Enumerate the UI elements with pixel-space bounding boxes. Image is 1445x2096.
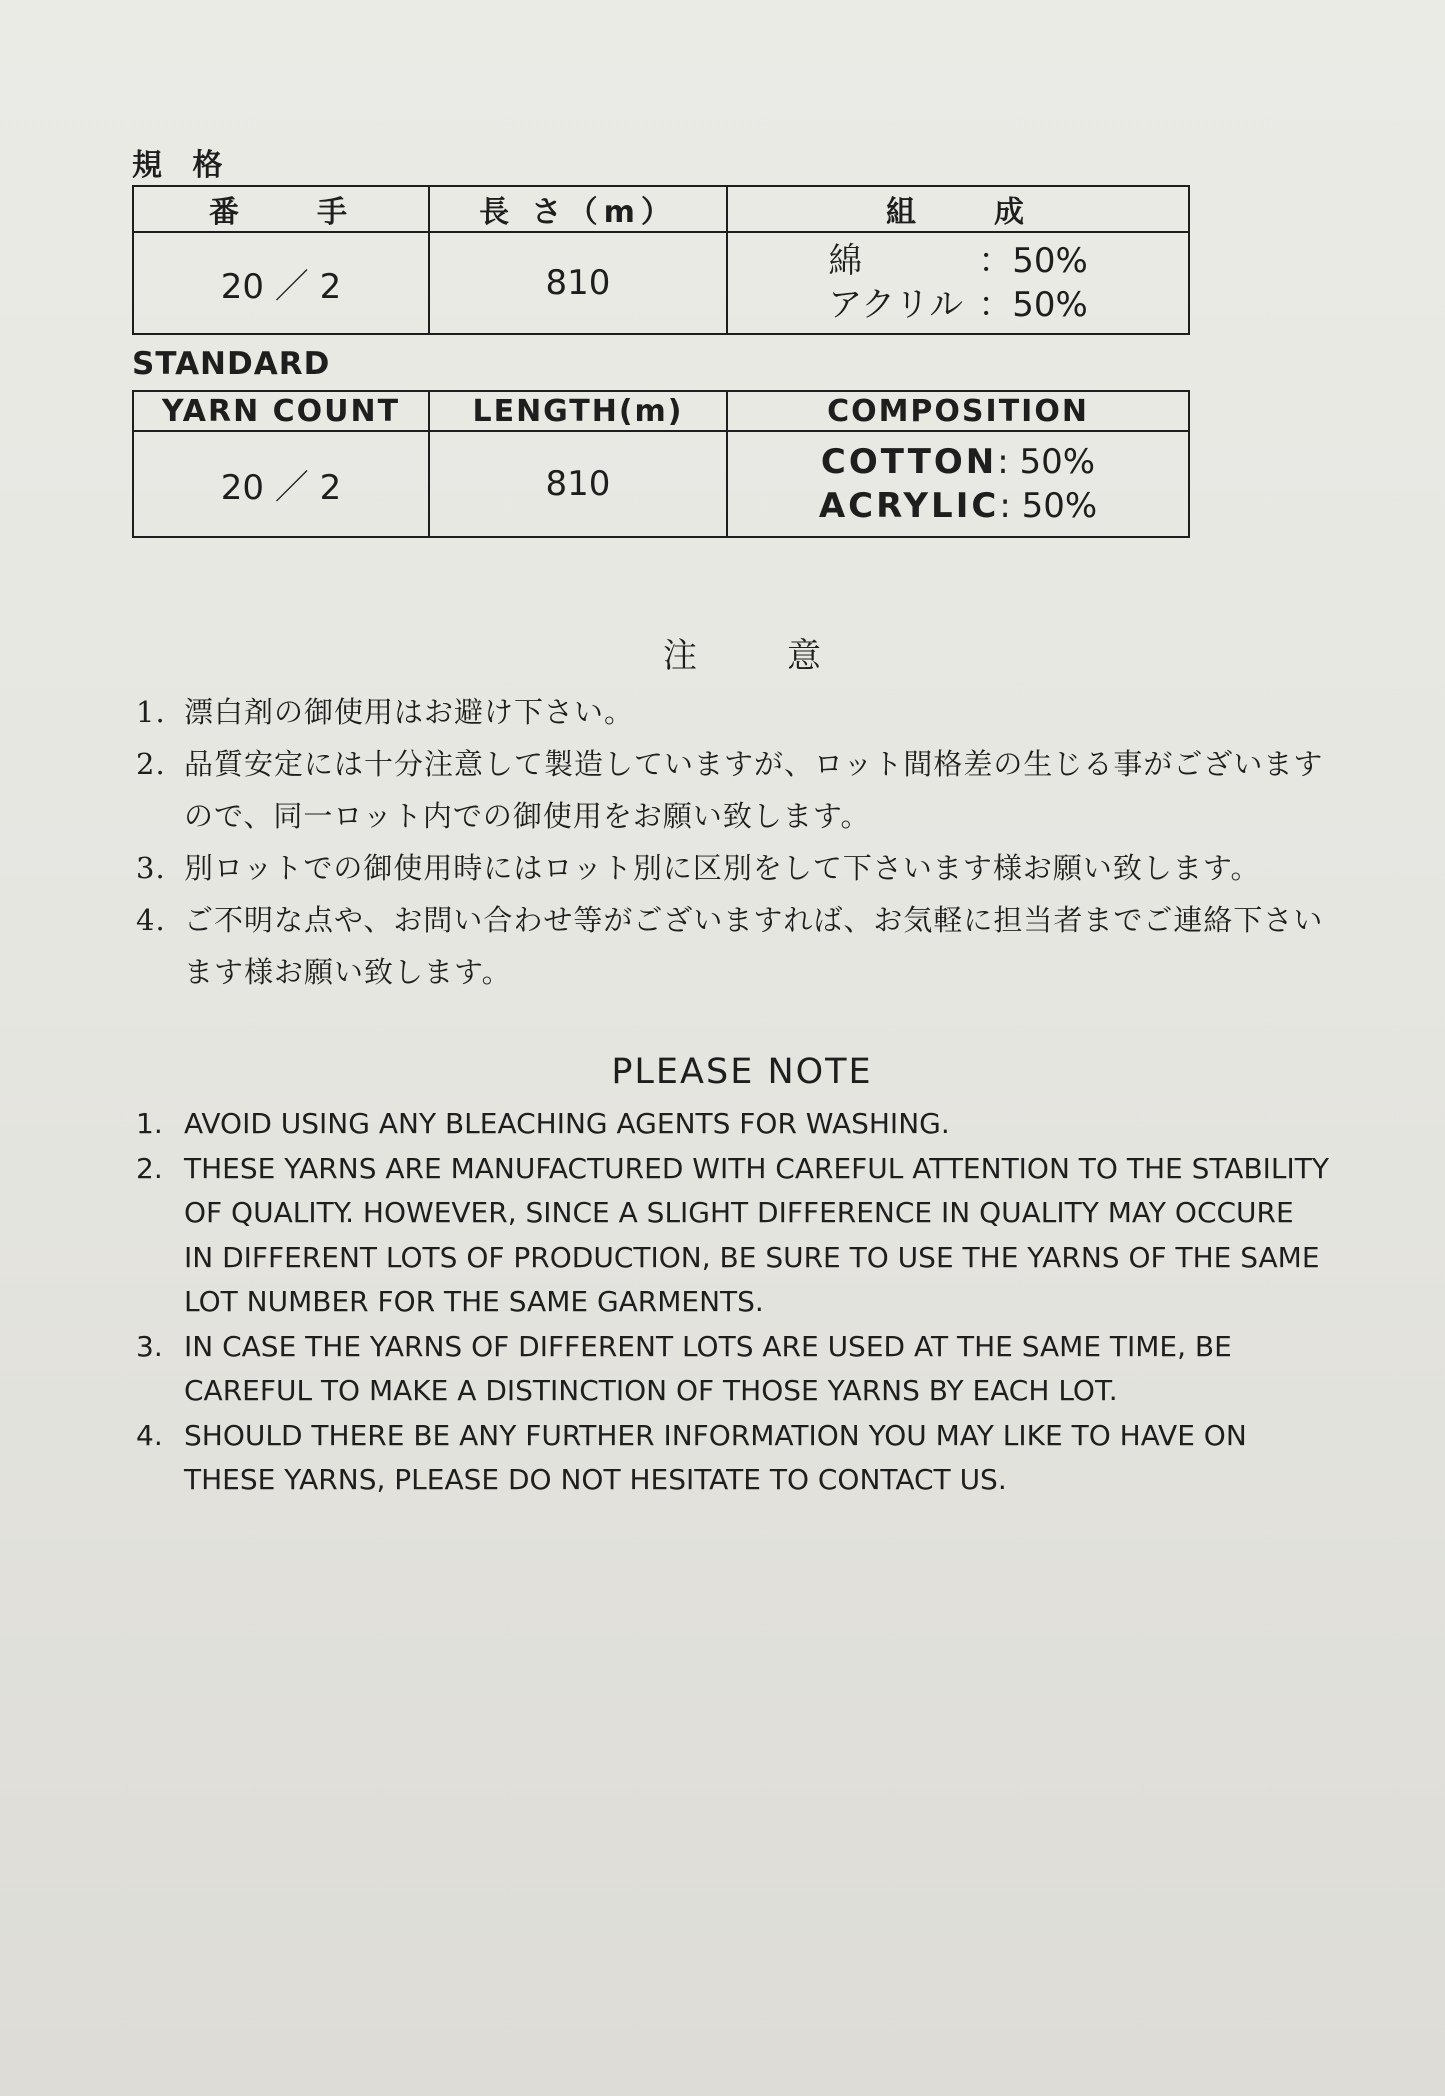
item-text: IN CASE THE YARNS OF DIFFERENT LOTS ARE USED AT THE SAME TIME, BE CAREFUL TO MAKE A DISTINCTION OF THOSE YARNS BY EACH LOT. bbox=[184, 1329, 1232, 1407]
fiber-name: アクリル bbox=[828, 285, 964, 325]
list-item bbox=[130, 1147, 1330, 1325]
item-number: 2. bbox=[136, 1151, 163, 1185]
fiber-name: ACRYLIC bbox=[818, 486, 1000, 526]
item-number: 2. bbox=[136, 747, 166, 781]
fiber-name: 綿 bbox=[828, 241, 863, 281]
composition-en bbox=[727, 431, 1189, 537]
header-composition-en: COMPOSITION bbox=[727, 391, 1189, 431]
header-composition-jp: 組 成 bbox=[727, 186, 1189, 232]
list-item bbox=[130, 894, 1330, 998]
item-number: 1. bbox=[136, 695, 166, 729]
item-number: 1. bbox=[136, 1107, 163, 1140]
yarn-count-en: 20 ／ 2 bbox=[133, 431, 429, 537]
spec-jp-title: 規 格 bbox=[132, 148, 233, 183]
list-item bbox=[130, 738, 1330, 842]
length-jp: 810 bbox=[429, 232, 727, 334]
fiber-name: COTTON bbox=[820, 442, 998, 482]
composition-line bbox=[728, 484, 1188, 528]
item-text: 別ロットでの御使用時にはロット別に区別をして下さいます様お願い致します。 bbox=[184, 851, 1261, 885]
notes-en-list bbox=[130, 1102, 1330, 1503]
fiber-percent: : 50% bbox=[999, 486, 1098, 526]
item-number: 3. bbox=[136, 851, 166, 885]
list-item bbox=[130, 842, 1330, 894]
item-text: 漂白剤の御使用はお避け下さい。 bbox=[184, 695, 635, 729]
header-yarn-count-en: YARN COUNT bbox=[133, 391, 429, 431]
item-text: ご不明な点や、お問い合わせ等がございますれば、お気軽に担当者までご連絡下さいます様お願い致します。 bbox=[184, 903, 1324, 989]
fiber-percent: ：50% bbox=[978, 285, 1088, 325]
spec-en-title: STANDARD bbox=[132, 346, 331, 382]
item-text: THESE YARNS ARE MANUFACTURED WITH CAREFUL ATTENTION TO THE STABILITY OF QUALITY. HOWEVER, SINCE A SLIGHT DIFFERENCE IN QUALITY MAY OCCURE IN DIFFERENT LOTS OF PRODUCTION, BE SURE TO USE THE YARNS OF THE SAME LOT NUMBER FOR THE SAME GARMENTS. bbox=[184, 1151, 1329, 1318]
notes-jp-list bbox=[130, 686, 1330, 998]
notes-jp-title: 注意 bbox=[663, 636, 911, 676]
composition-line bbox=[728, 440, 1188, 484]
length-en: 810 bbox=[429, 431, 727, 537]
item-text: AVOID USING ANY BLEACHING AGENTS FOR WASHING. bbox=[184, 1107, 950, 1140]
notes-en-title: PLEASE NOTE bbox=[611, 1052, 873, 1092]
item-number: 4. bbox=[136, 1418, 163, 1452]
list-item bbox=[130, 1414, 1330, 1503]
spec-jp-header-row bbox=[133, 186, 1189, 232]
header-length-en: LENGTH(m) bbox=[429, 391, 727, 431]
spec-jp-value-row bbox=[133, 232, 1189, 334]
yarn-count-jp: 20 ／ 2 bbox=[133, 232, 429, 334]
item-text: SHOULD THERE BE ANY FURTHER INFORMATION YOU MAY LIKE TO HAVE ON THESE YARNS, PLEASE DO NOT HESITATE TO CONTACT US. bbox=[184, 1418, 1247, 1496]
header-length-jp: 長 さ（m） bbox=[429, 186, 727, 232]
fiber-percent: ：50% bbox=[978, 241, 1088, 281]
spec-en-value-row bbox=[133, 431, 1189, 537]
spec-en-header-row bbox=[133, 391, 1189, 431]
composition-line bbox=[728, 239, 1188, 283]
composition-line bbox=[728, 283, 1188, 327]
item-text: 品質安定には十分注意して製造していますが、ロット間格差の生じる事がございますので、同一ロット内での御使用をお願い致します。 bbox=[184, 747, 1324, 833]
list-item bbox=[130, 1325, 1330, 1414]
fiber-percent: : 50% bbox=[997, 442, 1096, 482]
spec-en-table bbox=[132, 390, 1190, 538]
item-number: 4. bbox=[136, 903, 166, 937]
item-number: 3. bbox=[136, 1329, 163, 1363]
spec-jp-table bbox=[132, 185, 1190, 335]
list-item bbox=[130, 686, 1330, 738]
header-yarn-count-jp: 番 手 bbox=[133, 186, 429, 232]
composition-jp bbox=[727, 232, 1189, 334]
list-item bbox=[130, 1102, 1330, 1147]
